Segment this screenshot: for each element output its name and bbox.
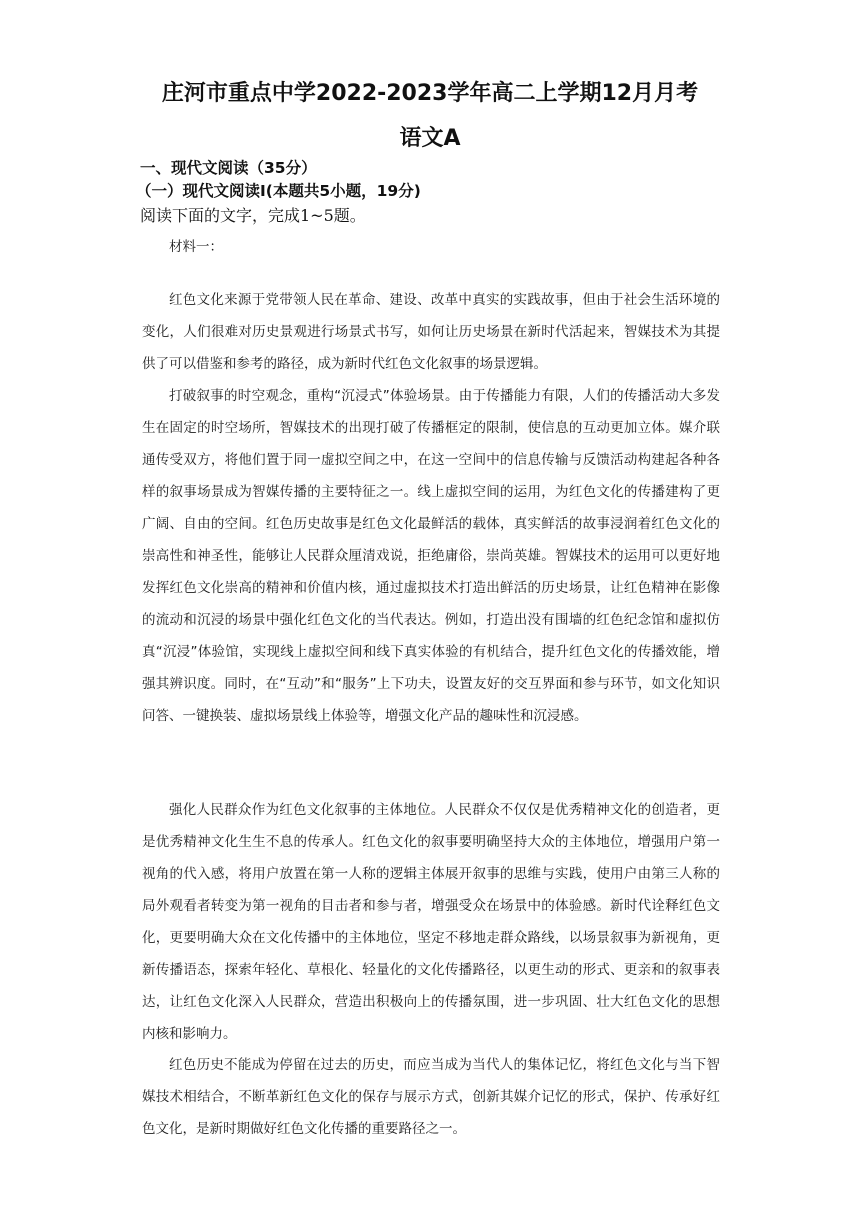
paragraph: 红色文化来源于党带领人民在革命、建设、改革中真实的实践故事，但由于社会生活环境的变化，人们很难对历史景观进行场景式书写，如何让历史场景在新时代活起来，智媒技术为其提供了可以借鉴和参考的路径，成为新时代红色文化叙事的场景逻辑。: [142, 292, 720, 372]
section-heading: 一、现代文阅读（35分）: [140, 159, 317, 177]
document-title: 庄河市重点中学2022-2023学年高二上学期12月月考: [161, 81, 699, 106]
document-subtitle: 语文A: [399, 126, 461, 151]
paragraph: 打破叙事的时空观念，重构“沉浸式”体验场景。由于传播能力有限，人们的传播活动大多发生在固定的时空场所，智媒技术的出现打破了传播框定的限制，使信息的互动更加立体。媒介联通传受双方，将他们置于同一虚拟空间之中，在这一空间中的信息传输与反馈活动构建起各种各样的叙事场景成为智媒传播的主要特征之一。线上虚拟空间的运用，为红色文化的传播建构了更广阔、自由的空间。红色历史故事是红色文化最鲜活的载体，真实鲜活的故事浸润着红色文化的崇高性和神圣性，能够让人民群众厘清戏说，拒绝庸俗，崇尚英雄。智媒技术的运用可以更好地发挥红色文化崇高的精神和价值内核，通过虚拟技术打造出鲜活的历史场景，让红色精神在影像的流动和沉浸的场景中强化红色文化的当代表达。例如，打造出没有围墙的红色纪念馆和虚拟仿真“沉浸”体验馆，实现线上虚拟空间和线下真实体验的有机结合，提升红色文化的传播效能，增强其辨识度。同时，在“互动”和“服务”上下功夫，设置友好的交互界面和参与环节，如文化知识问答、一键换装、虚拟场景线上体验等，增强文化产品的趣味性和沉浸感。: [142, 388, 720, 724]
subsection-heading: （一）现代文阅读Ⅰ(本题共5小题，19分): [136, 182, 421, 200]
reading-instruction: 阅读下面的文字，完成1~5题。: [140, 206, 366, 225]
material-label: 材料一：: [169, 239, 223, 255]
paragraph: 强化人民群众作为红色文化叙事的主体地位。人民群众不仅仅是优秀精神文化的创造者，更是优秀精神文化生生不息的传承人。红色文化的叙事要明确坚持大众的主体地位，增强用户第一视角的代入感，将用户放置在第一人称的逻辑主体展开叙事的思维与实践，使用户由第三人称的局外观看者转变为第一视角的目击者和参与者，增强受众在场景中的体验感。新时代诠释红色文化，更要明确大众在文化传播中的主体地位，坚定不移地走群众路线，以场景叙事为新视角，更新传播语态，探索年轻化、草根化、轻量化的文化传播路径，以更生动的形式、更亲和的叙事表达，让红色文化深入人民群众，营造出积极向上的传播氛围，进一步巩固、壮大红色文化的思想内核和影响力。: [142, 802, 720, 1042]
paragraph: 红色历史不能成为停留在过去的历史，而应当成为当代人的集体记忆，将红色文化与当下智媒技术相结合，不断革新红色文化的保存与展示方式，创新其媒介记忆的形式，保护、传承好红色文化，是新时期做好红色文化传播的重要路径之一。: [142, 1057, 720, 1137]
